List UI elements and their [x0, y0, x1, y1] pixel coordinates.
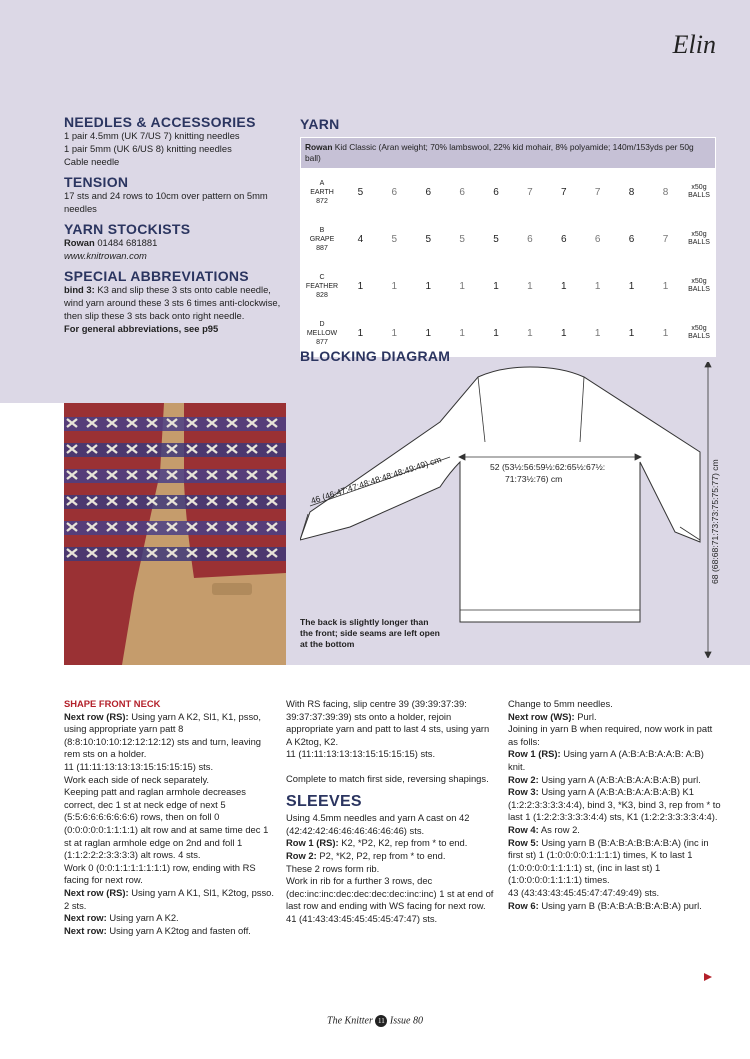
abbrev-general: For general abbreviations, see p95	[64, 323, 219, 334]
yarn-shade-label	[301, 169, 344, 216]
needles-line: Cable needle	[64, 156, 120, 167]
row-label: Row 6:	[508, 899, 539, 911]
yarn-ball-count: 1	[649, 263, 683, 310]
yarn-shade-name: FEATHER	[305, 282, 339, 290]
blocking-heading: BLOCKING DIAGRAM	[300, 348, 451, 364]
row-label: Row 2:	[508, 773, 539, 785]
yarn-desc: Kid Classic (Aran weight; 70% lambswool, 22% kid mohair, 8% polyamide; 140m/153yds per 50g ball)	[305, 142, 694, 163]
row-label: Row 4:	[508, 823, 539, 835]
yarn-ball-count: 1	[581, 310, 615, 357]
yarn-header-row	[301, 138, 716, 169]
sweater-photo	[64, 403, 286, 665]
instruction	[508, 900, 722, 913]
row-label: Next row (RS):	[64, 886, 129, 898]
yarn-ball-count: 5	[377, 216, 411, 263]
row-label: Next row (RS):	[64, 710, 129, 722]
yarn-ball-count: 6	[513, 216, 547, 263]
yarn-ball-count: 1	[445, 310, 479, 357]
instruction	[508, 748, 722, 773]
left-info-column	[64, 116, 292, 343]
yarn-shade-code: 872	[316, 197, 328, 205]
abbrev-term: bind 3:	[64, 284, 95, 295]
instruction: Keeping patt and raglan armhole decreases correct, dec 1 st at neck edge of next 5 (5:5:6:6:6:6:6:6:6) rows, then on foll 0 (0:0:0:0:0:1:1:1:1) alt row and at same time dec 1 st at raglan armhole edge on 2nd and foll 1 (1:1:2:2:2:3:3:3:3) alt rows. 4 sts.	[64, 786, 269, 861]
yarn-brand: Rowan	[305, 142, 333, 152]
yarn-ball-count: 4	[344, 216, 378, 263]
needles-heading: NEEDLES & ACCESSORIES	[64, 114, 256, 130]
instruction: With RS facing, slip centre 39 (39:39:37:39: 39:37:37:39:39) sts onto a holder, rejoin appropriate yarn and patt to last 4 sts, using yarn A K2tog, K2.	[286, 698, 490, 747]
balls-label: x50g BALLS	[683, 169, 716, 216]
abbrev-definition	[64, 283, 292, 322]
blocking-diagram	[300, 362, 740, 658]
magazine-name: The Knitter	[327, 1015, 373, 1027]
yarn-description	[301, 138, 716, 169]
yarn-ball-count: 1	[411, 263, 445, 310]
yarn-row	[301, 216, 716, 263]
yarn-row	[301, 263, 716, 310]
yarn-shade-letter: A	[319, 179, 325, 187]
yarn-ball-count: 7	[547, 169, 581, 216]
yarn-shade-letter: C	[319, 273, 325, 281]
row-label: Next row:	[64, 912, 107, 924]
instruction: Work in rib for a further 3 rows, dec (dec:inc:inc:dec:dec:dec:dec:inc:inc) 1 st at end of last row and ending with WS facing for next row.	[286, 875, 494, 912]
instruction: Work each side of neck separately.	[64, 773, 210, 785]
instruction: 43 (43:43:43:45:45:47:47:49:49) sts.	[508, 886, 660, 898]
row-label: Next row:	[64, 924, 107, 936]
sleeve-measurement: 46 (46:47:47:48:48:48:48:49:49) cm	[309, 454, 443, 506]
page-footer	[0, 1015, 750, 1027]
row-label: Row 3:	[508, 786, 539, 798]
yarn-shade-letter: B	[319, 226, 325, 234]
instruction	[508, 824, 722, 837]
yarn-ball-count: 1	[615, 263, 649, 310]
instruction: 41 (41:43:43:45:45:45:45:47:47) sts.	[286, 912, 438, 924]
instruction: Using 4.5mm needles and yarn A cast on 42 (42:42:42:46:46:46:46:46:46) sts.	[286, 812, 470, 836]
yarn-ball-count: 1	[615, 310, 649, 357]
abbrev-text: K3 and slip these 3 sts onto cable needle, wind yarn around these 3 sts 6 times anti-clockwise, then slip these 3 sts back onto right needle.	[64, 284, 281, 321]
yarn-ball-count: 6	[377, 169, 411, 216]
trouser-pocket	[212, 583, 252, 595]
instruction-text: Using yarn A K2.	[109, 912, 179, 924]
yarn-ball-count: 5	[411, 216, 445, 263]
instruction-text: Using yarn A K2, Sl1, K1, psso, using appropriate yarn patt 8 (8:8:10:10:10:12:12:12:12) sts and turn, leaving rem sts on a holder.	[64, 710, 262, 760]
yarn-ball-count: 1	[649, 310, 683, 357]
yarn-ball-count: 1	[479, 263, 513, 310]
sweater-body-outline	[300, 367, 700, 622]
instruction: 11 (11:11:13:13:13:15:15:15:15) sts.	[286, 748, 436, 760]
instruction: 11 (11:11:13:13:13:15:15:15:15) sts.	[64, 760, 214, 772]
needles-line: 1 pair 4.5mm (UK 7/US 7) knitting needles	[64, 130, 240, 141]
instruction	[64, 925, 274, 938]
yarn-ball-count: 7	[581, 169, 615, 216]
instruction-text: P2, *K2, P2, rep from * to end.	[319, 849, 446, 861]
yarn-heading: YARN	[300, 116, 340, 132]
yarn-rows	[301, 169, 716, 357]
text-column-1	[64, 698, 274, 937]
instruction-text: Purl.	[577, 710, 597, 722]
length-arrowhead-bottom	[705, 652, 711, 658]
abbrev-section	[64, 270, 292, 335]
width-measurement-line2: 71:73½:76) cm	[505, 474, 563, 484]
text-column-3	[508, 698, 722, 912]
continue-arrow-icon	[704, 973, 712, 981]
yarn-shade-letter: D	[319, 320, 325, 328]
text-column-2	[286, 698, 494, 926]
instruction: Work 0 (0:0:1:1:1:1:1:1:1) row, ending with RS facing for next row.	[64, 861, 256, 886]
yarn-ball-count: 1	[513, 310, 547, 357]
row-label: Next row (WS):	[508, 710, 575, 722]
instruction	[286, 850, 494, 863]
yarn-ball-count: 1	[479, 310, 513, 357]
yarn-ball-count: 1	[445, 263, 479, 310]
instruction: Change to 5mm needles.	[508, 698, 613, 709]
row-label: Row 5:	[508, 836, 539, 848]
instruction	[64, 711, 274, 761]
tension-text: 17 sts and 24 rows to 10cm over pattern on 5mm needles	[64, 190, 268, 214]
yarn-table	[300, 137, 716, 357]
diagram-caption: The back is slightly longer than the front; side seams are left open at the bottom	[300, 617, 440, 649]
stockist-web[interactable]: www.knitrowan.com	[64, 250, 147, 261]
yarn-ball-count: 1	[547, 310, 581, 357]
tension-section	[64, 176, 292, 215]
yarn-shade-code: 877	[316, 338, 328, 346]
shape-front-neck-heading: SHAPE FRONT NECK	[64, 698, 161, 709]
yarn-ball-count: 1	[344, 263, 378, 310]
stockists-section	[64, 223, 292, 262]
length-arrowhead-top	[705, 362, 711, 367]
yarn-ball-count: 7	[649, 216, 683, 263]
yarn-ball-count: 6	[445, 169, 479, 216]
length-measurement: 68 (68:68:71:73:73:75:75:77) cm	[710, 459, 720, 584]
yarn-ball-count: 1	[547, 263, 581, 310]
instruction-text: Using yarn A (A:B:A:B:A:A:B:A:B) K1 (1:2:2:3:3:3:3:4:4), bind 3, *K3, bind 3, rep from * to last 1 (1:2:2:3:3:3:3:4:4) sts, K1 (1:2:2:3:3:3:3:4:4).	[508, 786, 721, 823]
stockist-brand: Rowan	[64, 237, 95, 248]
issue-number: Issue 80	[389, 1015, 423, 1027]
needles-line: 1 pair 5mm (UK 6/US 8) knitting needles	[64, 143, 232, 154]
instruction: These 2 rows form rib.	[286, 862, 380, 874]
tension-heading: TENSION	[64, 174, 129, 190]
instruction	[508, 774, 722, 787]
balls-label: x50g BALLS	[683, 216, 716, 263]
instruction	[508, 837, 722, 887]
yarn-ball-count: 6	[547, 216, 581, 263]
stockist-contact	[64, 236, 292, 249]
instruction	[508, 711, 722, 724]
yarn-ball-count: 1	[344, 310, 378, 357]
instruction: Complete to match first side, reversing shapings.	[286, 772, 489, 784]
yarn-ball-count: 6	[479, 169, 513, 216]
yarn-ball-count: 6	[581, 216, 615, 263]
instruction-text: As row 2.	[540, 823, 580, 835]
yarn-ball-count: 5	[445, 216, 479, 263]
yarn-ball-count: 1	[377, 310, 411, 357]
sleeves-heading: SLEEVES	[286, 792, 362, 810]
instruction-text: Using yarn A (A:B:A:B:A:A:B:A:B) purl.	[541, 773, 701, 785]
yarn-shade-name: GRAPE	[309, 235, 335, 243]
instruction-text: Using yarn B (B:A:B:A:B:B:A:B:A) purl.	[541, 899, 702, 911]
yarn-ball-count: 7	[513, 169, 547, 216]
row-label: Row 1 (RS):	[508, 748, 561, 760]
instruction	[286, 837, 494, 850]
instruction-text: Using yarn A (A:B:A:B:A:A:B: A:B) knit.	[508, 748, 704, 772]
stockists-heading: YARN STOCKISTS	[64, 221, 191, 237]
yarn-ball-count: 1	[513, 263, 547, 310]
yarn-ball-count: 1	[411, 310, 445, 357]
instruction: Joining in yarn B when required, now work in patt as folls:	[508, 723, 713, 747]
yarn-ball-count: 6	[615, 216, 649, 263]
instruction-text: Using yarn A K2tog and fasten off.	[109, 924, 251, 936]
instruction-text: K2, *P2, K2, rep from * to end.	[341, 837, 468, 849]
row-label: Row 1 (RS):	[286, 837, 339, 849]
yarn-shade-name: EARTH	[310, 188, 334, 196]
yarn-shade-code: 887	[316, 244, 328, 252]
yarn-row	[301, 169, 716, 216]
yarn-ball-count: 5	[344, 169, 378, 216]
balls-label: x50g BALLS	[683, 263, 716, 310]
instruction	[508, 786, 722, 824]
needles-section	[64, 116, 292, 168]
yarn-shade-label	[301, 263, 344, 310]
yarn-ball-count: 8	[615, 169, 649, 216]
pattern-title: Elin	[672, 30, 716, 59]
instruction-text: Using yarn A K1, Sl1, K2tog, psso. 2 sts.	[64, 886, 274, 911]
instruction	[64, 912, 274, 925]
band-cutout	[0, 403, 64, 665]
yarn-ball-count: 8	[649, 169, 683, 216]
yarn-ball-count: 1	[377, 263, 411, 310]
instruction	[64, 887, 274, 912]
stockist-phone: 01484 681881	[97, 237, 158, 248]
balls-label: x50g BALLS	[683, 310, 716, 357]
yarn-ball-count: 6	[411, 169, 445, 216]
yarn-shade-label	[301, 216, 344, 263]
width-measurement-line1: 52 (53½:56:59½:62:65½:67½:	[490, 462, 606, 472]
yarn-ball-count: 1	[581, 263, 615, 310]
instruction-text: Using yarn B (B:A:B:A:B:B:A:B:A) (inc in first st) 1 (1:0:0:0:0:1:1:1:1) times, K to last 1 (1:0:0:0:0:1:1:1:1) st, (inc in last st) 1 (1:0:0:0:0:1:1:1:1) times.	[508, 836, 709, 886]
page-number: 11	[375, 1015, 387, 1027]
row-label: Row 2:	[286, 849, 317, 861]
yarn-ball-count: 5	[479, 216, 513, 263]
abbrev-heading: SPECIAL ABBREVIATIONS	[64, 268, 249, 284]
yarn-shade-code: 828	[316, 291, 328, 299]
yarn-shade-name: MELLOW	[306, 329, 338, 337]
